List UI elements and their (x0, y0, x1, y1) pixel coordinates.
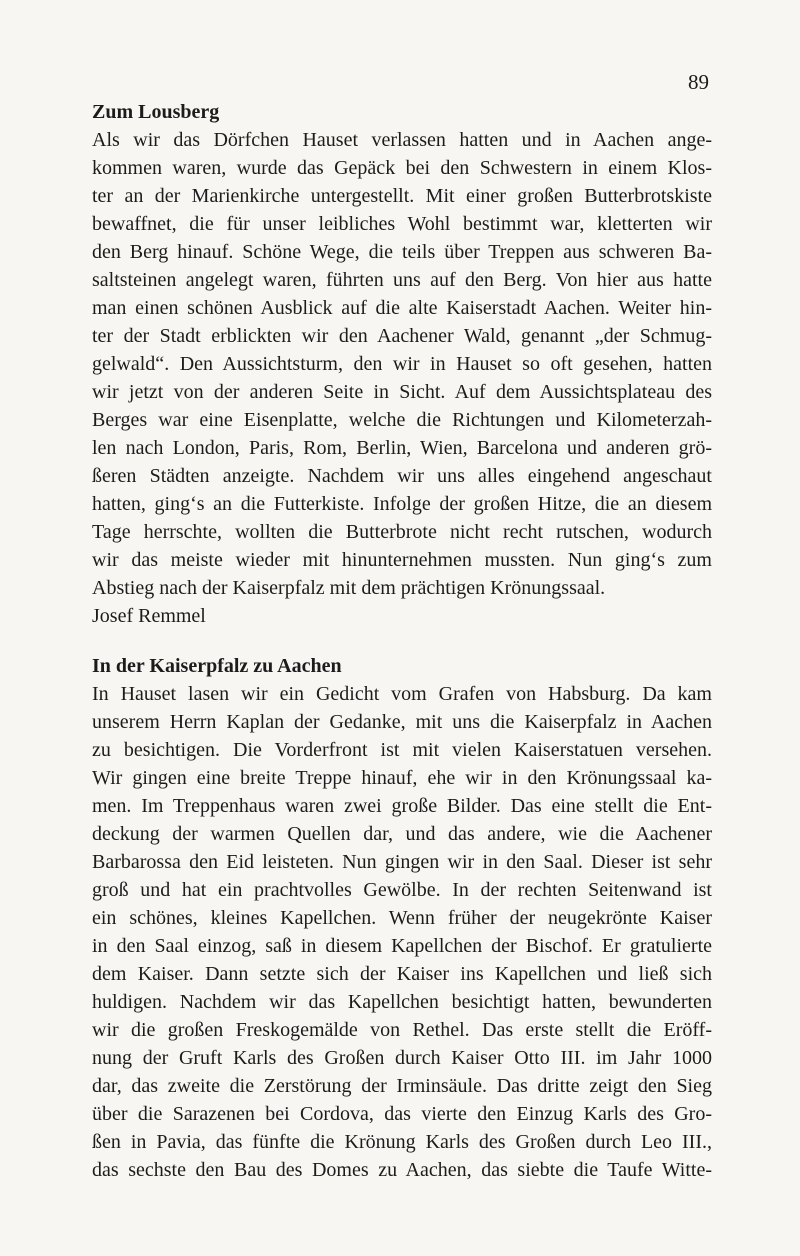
paragraph (92, 680, 712, 1184)
text-line: Wir gingen eine breite Treppe hinauf, ehe wir in den Krönungssaal ka- (92, 767, 712, 789)
text-line: wir jetzt von der anderen Seite in Sicht. Auf dem Aussichtsplateau des (92, 381, 712, 403)
paragraph (92, 126, 712, 602)
section-zum-lousberg (92, 98, 712, 630)
text-line: deckung der warmen Quellen dar, und das andere, wie die Aachener (92, 823, 712, 845)
text-line: men. Im Treppenhaus waren zwei große Bilder. Das eine stellt die Ent- (92, 795, 712, 817)
text-line: den Berg hinauf. Schöne Wege, die teils über Treppen aus schweren Ba- (92, 241, 712, 263)
text-line: huldigen. Nachdem wir das Kapellchen besichtigt hatten, bewunderten (92, 991, 712, 1013)
text-line: wir die großen Freskogemälde von Rethel. Das erste stellt die Eröff- (92, 1019, 712, 1041)
text-line: ein schönes, kleines Kapellchen. Wenn früher der neugekrönte Kaiser (92, 907, 712, 929)
text-line: Berges war eine Eisenplatte, welche die Richtungen und Kilometerzah- (92, 409, 712, 431)
text-line: In Hauset lasen wir ein Gedicht vom Grafen von Habsburg. Da kam (92, 683, 712, 705)
text-line: unserem Herrn Kaplan der Gedanke, mit uns die Kaiserpfalz in Aachen (92, 711, 712, 733)
page-number: 89 (688, 70, 709, 94)
text-line: dar, das zweite die Zerstörung der Irminsäule. Das dritte zeigt den Sieg (92, 1075, 712, 1097)
text-line: ßen in Pavia, das fünfte die Krönung Karls des Großen durch Leo III., (92, 1131, 712, 1153)
text-line: man einen schönen Ausblick auf die alte Kaiserstadt Aachen. Weiter hin- (92, 297, 712, 319)
text-line: hatten, ging‘s an die Futterkiste. Infolge der großen Hitze, die an diesem (92, 493, 712, 515)
text-line: saltsteinen angelegt waren, führten uns auf den Berg. Von hier aus hatte (92, 269, 712, 291)
author-signature: Josef Remmel (92, 605, 206, 627)
section-kaiserpfalz (92, 652, 712, 1184)
text-line: nung der Gruft Karls des Großen durch Kaiser Otto III. im Jahr 1000 (92, 1047, 712, 1069)
section-heading: In der Kaiserpfalz zu Aachen (92, 655, 342, 677)
text-line: Tage herrschte, wollten die Butterbrote nicht recht rutschen, wodurch (92, 521, 712, 543)
text-line: groß und hat ein prachtvolles Gewölbe. In der rechten Seitenwand ist (92, 879, 712, 901)
text-line: in den Saal einzog, saß in diesem Kapellchen der Bischof. Er gratulierte (92, 935, 712, 957)
text-line: gelwald“. Den Aussichtsturm, den wir in Hauset so oft gesehen, hatten (92, 353, 712, 375)
text-line: Als wir das Dörfchen Hauset verlassen hatten und in Aachen ange- (92, 129, 712, 151)
text-line: über die Sarazenen bei Cordova, das vierte den Einzug Karls des Gro- (92, 1103, 712, 1125)
text-line: Abstieg nach der Kaiserpfalz mit dem prächtigen Krönungssaal. (92, 577, 606, 599)
text-line: bewaffnet, die für unser leibliches Wohl bestimmt war, kletterten wir (92, 213, 712, 235)
text-line: Barbarossa den Eid leisteten. Nun gingen wir in den Saal. Dieser ist sehr (92, 851, 712, 873)
text-line: kommen waren, wurde das Gepäck bei den Schwestern in einem Klos- (92, 157, 712, 179)
text-line: ter der Stadt erblickten wir den Aachener Wald, genannt „der Schmug- (92, 325, 712, 347)
text-line: dem Kaiser. Dann setzte sich der Kaiser ins Kapellchen und ließ sich (92, 963, 712, 985)
text-line: ßeren Städten anzeigte. Nachdem wir uns alles eingehend angeschaut (92, 465, 712, 487)
text-line: ter an der Marienkirche untergestellt. Mit einer großen Butterbrotskiste (92, 185, 712, 207)
text-line: das sechste den Bau des Domes zu Aachen, das siebte die Taufe Witte- (92, 1159, 712, 1181)
text-line: len nach London, Paris, Rom, Berlin, Wien, Barcelona und anderen grö- (92, 437, 712, 459)
text-line: zu besichtigen. Die Vorderfront ist mit vielen Kaiserstatuen versehen. (92, 739, 712, 761)
text-line: wir das meiste wieder mit hinunternehmen mussten. Nun ging‘s zum (92, 549, 712, 571)
section-heading: Zum Lousberg (92, 101, 220, 123)
